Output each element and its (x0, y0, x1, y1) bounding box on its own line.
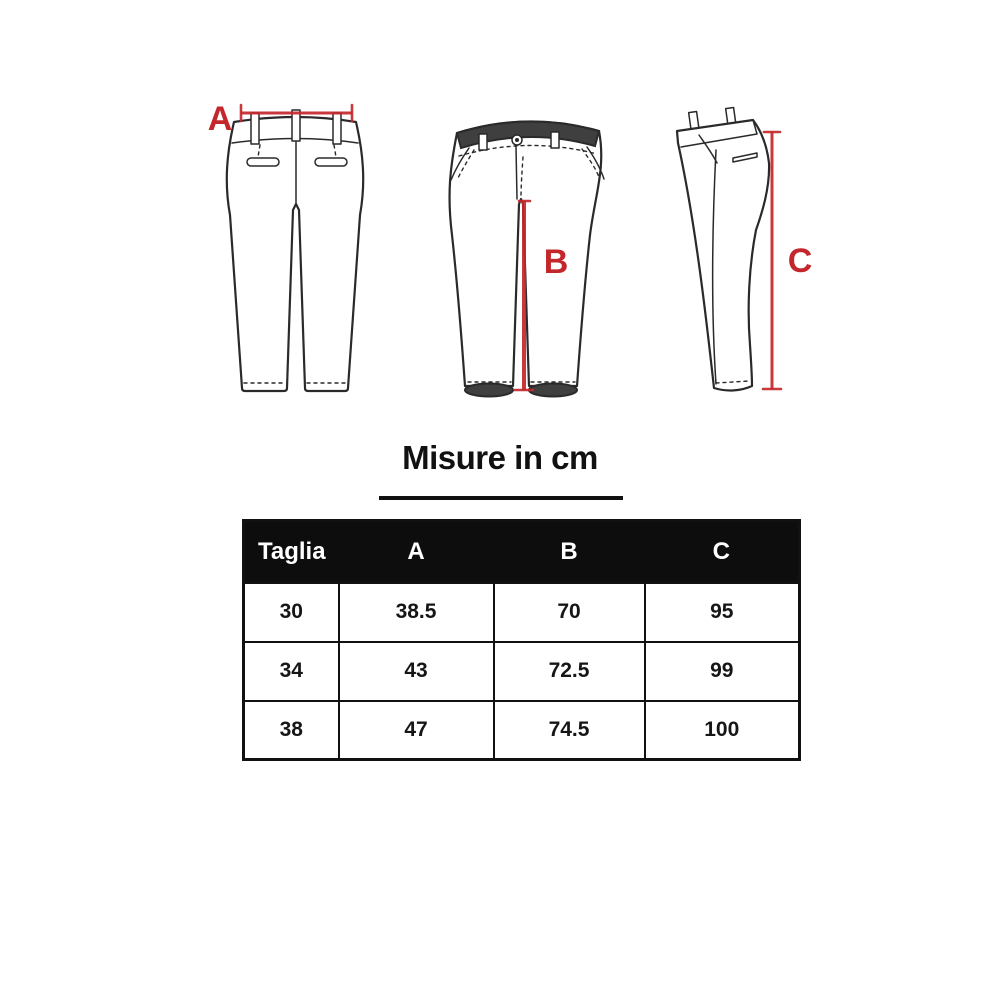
belt-loop (292, 110, 300, 141)
pants-side-view-drawing (677, 108, 769, 391)
size-cell: 34 (244, 642, 339, 701)
back-pocket (315, 158, 347, 166)
value-cell: 47 (339, 701, 494, 760)
belt-loop (479, 134, 487, 150)
pants-back-view-drawing (227, 110, 363, 391)
pants-front-view-drawing (450, 121, 604, 396)
value-cell: 70 (494, 583, 645, 642)
value-cell: 38.5 (339, 583, 494, 642)
table-row (244, 583, 800, 642)
pants-measurement-diagram (0, 0, 1000, 430)
table-header-row (244, 521, 800, 583)
value-cell: 99 (645, 642, 800, 701)
table-row (244, 642, 800, 701)
value-cell: 95 (645, 583, 800, 642)
header-a: A (339, 521, 494, 583)
measurement-label-a: A (207, 100, 233, 138)
size-cell: 30 (244, 583, 339, 642)
belt-loop (551, 132, 559, 148)
size-cell: 38 (244, 701, 339, 760)
value-cell: 100 (645, 701, 800, 760)
value-cell: 72.5 (494, 642, 645, 701)
hem-opening (465, 384, 513, 397)
size-table (242, 519, 801, 761)
belt-loop (251, 113, 259, 144)
header-b: B (494, 521, 645, 583)
back-pocket (247, 158, 279, 166)
header-taglia: Taglia (244, 521, 339, 583)
measurement-label-b: B (543, 243, 569, 281)
page-title: Misure in cm (402, 439, 598, 476)
table-row (244, 701, 800, 760)
value-cell: 43 (339, 642, 494, 701)
measurement-label-c: C (787, 242, 813, 280)
title-underline (379, 496, 623, 500)
belt-loop (333, 113, 341, 144)
header-c: C (645, 521, 800, 583)
hem-opening (529, 384, 577, 397)
value-cell: 74.5 (494, 701, 645, 760)
